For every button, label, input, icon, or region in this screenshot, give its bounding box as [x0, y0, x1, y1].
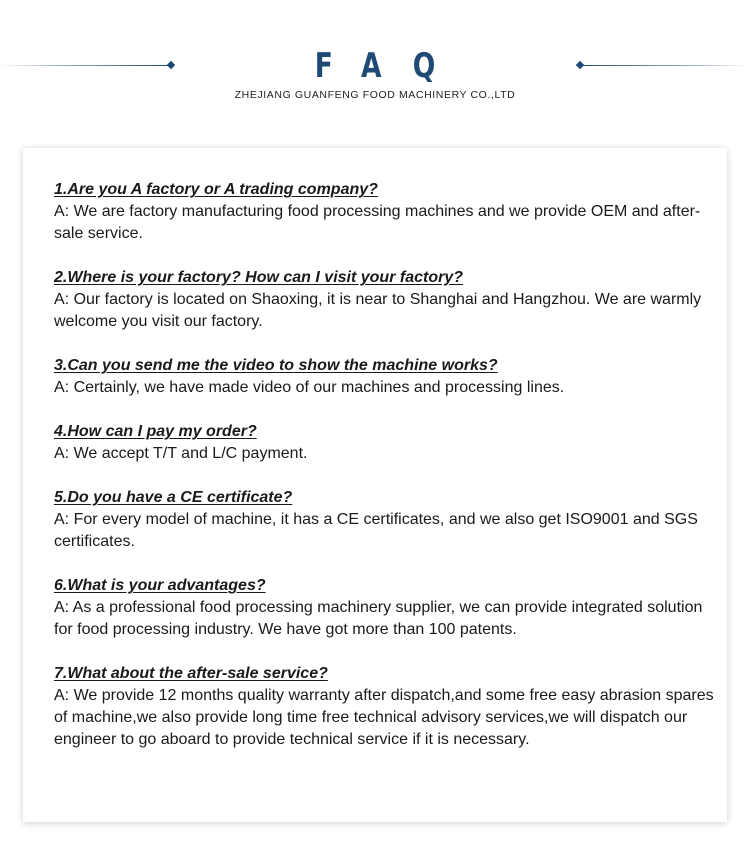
faq-item: [54, 267, 714, 333]
faq-answer: A: For every model of machine, it has a CE certificates, and we also get ISO9001 and SGS certificates.: [54, 511, 698, 550]
faq-answer: A: Our factory is located on Shaoxing, it is near to Shanghai and Hangzhou. We are warmly welcome you visit our factory.: [54, 291, 702, 330]
faq-item: [54, 575, 714, 641]
company-name: ZHEJIANG GUANFENG FOOD MACHINERY CO.,LTD: [234, 89, 516, 101]
page-title: FAQ: [314, 46, 467, 86]
faq-list: [54, 179, 714, 773]
faq-answer: A: We are factory manufacturing food processing machines and we provide OEM and after-sale service.: [54, 203, 701, 242]
faq-answer: A: Certainly, we have made video of our machines and processing lines.: [54, 379, 565, 396]
faq-item: [54, 179, 714, 245]
faq-answer: A: We accept T/T and L/C payment.: [54, 445, 308, 462]
faq-question: 4.How can I pay my order?: [54, 423, 257, 440]
faq-card: [23, 148, 727, 822]
faq-answer: A: We provide 12 months quality warranty after dispatch,and some free easy abrasion spares of machine,we also provide long time free technical advisory services,we will dispatch our engineer to go aboard to provide technical service if it is necessary.: [54, 687, 714, 748]
faq-item: [54, 421, 714, 465]
faq-question: 5.Do you have a CE certificate?: [54, 489, 293, 506]
faq-answer: A: As a professional food processing machinery supplier, we can provide integrated solution for food processing industry. We have got more than 100 patents.: [54, 599, 703, 638]
faq-item: [54, 663, 714, 751]
faq-item: [54, 355, 714, 399]
faq-question: 7.What about the after-sale service?: [54, 665, 328, 682]
faq-question: 6.What is your advantages?: [54, 577, 266, 594]
faq-question: 2.Where is your factory? How can I visit your factory?: [54, 269, 463, 286]
faq-header: [0, 0, 750, 120]
faq-question: 3.Can you send me the video to show the machine works?: [54, 357, 498, 374]
faq-question: 1.Are you A factory or A trading company?: [54, 181, 378, 198]
decorative-line-right: [580, 65, 750, 66]
faq-item: [54, 487, 714, 553]
